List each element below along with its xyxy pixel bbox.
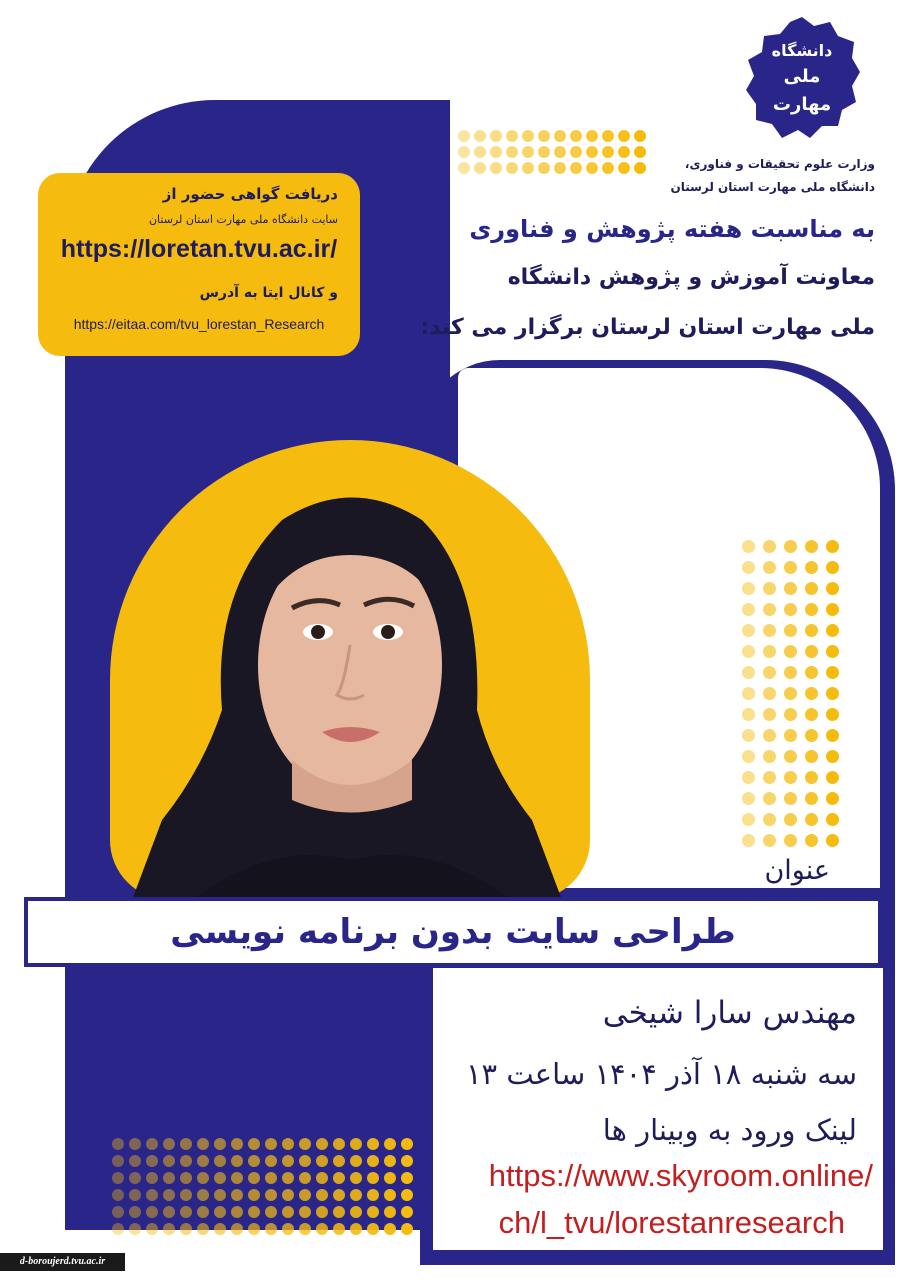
decorative-dot [231, 1189, 243, 1201]
decorative-dot [742, 666, 755, 679]
decorative-dot [316, 1138, 328, 1150]
decorative-dot [112, 1172, 124, 1184]
decorative-dot [784, 708, 797, 721]
decorative-dot [299, 1138, 311, 1150]
webinar-datetime: سه شنبه ۱۸ آذر ۱۴۰۴ ساعت ۱۳ [465, 1057, 857, 1091]
decorative-dot [522, 130, 534, 142]
decorative-dot [784, 813, 797, 826]
decorative-dot [333, 1223, 345, 1235]
decorative-dot [350, 1206, 362, 1218]
decorative-dot [282, 1223, 294, 1235]
dot-pattern-right [742, 540, 839, 847]
decorative-dot [180, 1155, 192, 1167]
decorative-dot [350, 1138, 362, 1150]
occasion-heading: به مناسبت هفته پژوهش و فناوری [469, 215, 875, 243]
decorative-dot [112, 1206, 124, 1218]
decorative-dot [248, 1155, 260, 1167]
decorative-dot [384, 1223, 396, 1235]
decorative-dot [248, 1223, 260, 1235]
decorative-dot [826, 540, 839, 553]
decorative-dot [763, 771, 776, 784]
webinar-link-line-2[interactable]: ch/l_tvu/lorestanresearch [498, 1205, 845, 1240]
dot-pattern-top [458, 130, 646, 174]
decorative-dot [265, 1189, 277, 1201]
decorative-dot [350, 1223, 362, 1235]
decorative-dot [384, 1206, 396, 1218]
decorative-dot [742, 561, 755, 574]
decorative-dot [784, 750, 797, 763]
decorative-dot [826, 687, 839, 700]
decorative-dot [214, 1172, 226, 1184]
decorative-dot [826, 645, 839, 658]
decorative-dot [586, 162, 598, 174]
decorative-dot [826, 750, 839, 763]
decorative-dot [805, 750, 818, 763]
decorative-dot [282, 1206, 294, 1218]
decorative-dot [506, 146, 518, 158]
decorative-dot [458, 162, 470, 174]
decorative-dot [586, 130, 598, 142]
decorative-dot [784, 603, 797, 616]
decorative-dot [333, 1155, 345, 1167]
decorative-dot [384, 1138, 396, 1150]
decorative-dot [401, 1155, 413, 1167]
decorative-dot [742, 708, 755, 721]
decorative-dot [570, 130, 582, 142]
decorative-dot [384, 1155, 396, 1167]
decorative-dot [180, 1189, 192, 1201]
ministry-name: وزارت علوم تحقیقات و فناوری، [684, 157, 875, 171]
decorative-dot [163, 1189, 175, 1201]
decorative-dot [231, 1172, 243, 1184]
decorative-dot [538, 162, 550, 174]
decorative-dot [763, 813, 776, 826]
decorative-dot [333, 1206, 345, 1218]
decorative-dot [163, 1138, 175, 1150]
decorative-dot [784, 834, 797, 847]
decorative-dot [763, 645, 776, 658]
decorative-dot [214, 1155, 226, 1167]
decorative-dot [805, 813, 818, 826]
decorative-dot [826, 666, 839, 679]
decorative-dot [763, 792, 776, 805]
decorative-dot [214, 1138, 226, 1150]
decorative-dot [784, 792, 797, 805]
decorative-dot [367, 1206, 379, 1218]
decorative-dot [742, 729, 755, 742]
webinar-title: طراحی سایت بدون برنامه نویسی [170, 912, 736, 952]
decorative-dot [146, 1223, 158, 1235]
decorative-dot [197, 1223, 209, 1235]
decorative-dot [763, 624, 776, 637]
certificate-title: دریافت گواهی حضور از [162, 185, 338, 203]
decorative-dot [826, 561, 839, 574]
decorative-dot [474, 146, 486, 158]
decorative-dot [805, 771, 818, 784]
decorative-dot [248, 1138, 260, 1150]
webinar-title-box [24, 897, 882, 967]
decorative-dot [784, 582, 797, 595]
university-logo [742, 14, 862, 149]
decorative-dot [350, 1189, 362, 1201]
decorative-dot [742, 813, 755, 826]
decorative-dot [401, 1206, 413, 1218]
decorative-dot [265, 1172, 277, 1184]
decorative-dot [490, 146, 502, 158]
decorative-dot [570, 146, 582, 158]
decorative-dot [742, 582, 755, 595]
svg-text:مهارت: مهارت [772, 94, 832, 115]
decorative-dot [634, 146, 646, 158]
decorative-dot [506, 130, 518, 142]
decorative-dot [763, 666, 776, 679]
decorative-dot [554, 162, 566, 174]
decorative-dot [742, 771, 755, 784]
decorative-dot [742, 540, 755, 553]
webinar-link-line-1[interactable]: https://www.skyroom.online/ [488, 1158, 873, 1193]
decorative-dot [163, 1223, 175, 1235]
decorative-dot [805, 708, 818, 721]
decorative-dot [784, 624, 797, 637]
decorative-dot [634, 130, 646, 142]
decorative-dot [197, 1155, 209, 1167]
decorative-dot [805, 624, 818, 637]
decorative-dot [163, 1155, 175, 1167]
decorative-dot [742, 645, 755, 658]
decorative-dot [490, 162, 502, 174]
decorative-dot [742, 750, 755, 763]
decorative-dot [826, 624, 839, 637]
lecturer-photo [132, 460, 572, 900]
decorative-dot [474, 130, 486, 142]
decorative-dot [112, 1138, 124, 1150]
decorative-dot [146, 1172, 158, 1184]
decorative-dot [248, 1172, 260, 1184]
decorative-dot [231, 1206, 243, 1218]
decorative-dot [805, 729, 818, 742]
decorative-dot [826, 603, 839, 616]
decorative-dot [180, 1138, 192, 1150]
decorative-dot [618, 130, 630, 142]
decorative-dot [602, 130, 614, 142]
decorative-dot [784, 729, 797, 742]
decorative-dot [784, 666, 797, 679]
decorative-dot [805, 561, 818, 574]
decorative-dot [784, 561, 797, 574]
decorative-dot [401, 1138, 413, 1150]
decorative-dot [826, 813, 839, 826]
decorative-dot [129, 1172, 141, 1184]
decorative-dot [784, 645, 797, 658]
decorative-dot [826, 834, 839, 847]
decorative-dot [367, 1172, 379, 1184]
site-watermark: d-boroujerd.tvu.ac.ir [0, 1253, 125, 1271]
decorative-dot [742, 624, 755, 637]
decorative-dot [602, 146, 614, 158]
decorative-dot [282, 1172, 294, 1184]
decorative-dot [742, 834, 755, 847]
decorative-dot [129, 1155, 141, 1167]
decorative-dot [214, 1223, 226, 1235]
university-name: دانشگاه ملی مهارت استان لرستان [670, 180, 875, 194]
decorative-dot [602, 162, 614, 174]
decorative-dot [299, 1206, 311, 1218]
decorative-dot [231, 1155, 243, 1167]
title-label: عنوان [764, 855, 830, 886]
certificate-info-box [38, 173, 360, 356]
decorative-dot [384, 1189, 396, 1201]
decorative-dot [554, 130, 566, 142]
decorative-dot [586, 146, 598, 158]
decorative-dot [146, 1138, 158, 1150]
decorative-dot [458, 146, 470, 158]
decorative-dot [763, 603, 776, 616]
decorative-dot [197, 1172, 209, 1184]
decorative-dot [163, 1172, 175, 1184]
decorative-dot [129, 1189, 141, 1201]
decorative-dot [401, 1223, 413, 1235]
decorative-dot [805, 645, 818, 658]
decorative-dot [763, 729, 776, 742]
decorative-dot [538, 130, 550, 142]
decorative-dot [742, 687, 755, 700]
decorative-dot [265, 1223, 277, 1235]
decorative-dot [316, 1223, 328, 1235]
decorative-dot [763, 540, 776, 553]
decorative-dot [129, 1223, 141, 1235]
decorative-dot [522, 146, 534, 158]
decorative-dot [129, 1206, 141, 1218]
decorative-dot [538, 146, 550, 158]
decorative-dot [299, 1172, 311, 1184]
decorative-dot [805, 792, 818, 805]
decorative-dot [763, 687, 776, 700]
decorative-dot [763, 582, 776, 595]
decorative-dot [316, 1155, 328, 1167]
decorative-dot [805, 603, 818, 616]
decorative-dot [826, 582, 839, 595]
decorative-dot [763, 561, 776, 574]
decorative-dot [763, 834, 776, 847]
decorative-dot [763, 708, 776, 721]
decorative-dot [474, 162, 486, 174]
decorative-dot [180, 1172, 192, 1184]
decorative-dot [248, 1189, 260, 1201]
decorative-dot [333, 1189, 345, 1201]
decorative-dot [826, 729, 839, 742]
decorative-dot [401, 1172, 413, 1184]
decorative-dot [805, 666, 818, 679]
decorative-dot [316, 1189, 328, 1201]
decorative-dot [805, 687, 818, 700]
decorative-dot [333, 1138, 345, 1150]
decorative-dot [146, 1155, 158, 1167]
decorative-dot [129, 1138, 141, 1150]
decorative-dot [299, 1189, 311, 1201]
decorative-dot [214, 1189, 226, 1201]
decorative-dot [197, 1189, 209, 1201]
decorative-dot [784, 540, 797, 553]
eitaa-label: و کانال ایتا به آدرس [199, 285, 338, 301]
decorative-dot [180, 1223, 192, 1235]
decorative-dot [112, 1155, 124, 1167]
decorative-dot [146, 1206, 158, 1218]
decorative-dot [214, 1206, 226, 1218]
decorative-dot [316, 1206, 328, 1218]
decorative-dot [384, 1172, 396, 1184]
decorative-dot [784, 687, 797, 700]
site-url-link[interactable]: https://loretan.tvu.ac.ir/ [60, 235, 338, 263]
eitaa-url-link[interactable]: https://eitaa.com/tvu_lorestan_Research [73, 316, 325, 332]
decorative-dot [367, 1189, 379, 1201]
decorative-dot [805, 540, 818, 553]
decorative-dot [826, 771, 839, 784]
decorative-dot [826, 708, 839, 721]
decorative-dot [742, 603, 755, 616]
decorative-dot [333, 1172, 345, 1184]
decorative-dot [554, 146, 566, 158]
decorative-dot [112, 1189, 124, 1201]
decorative-dot [282, 1138, 294, 1150]
decorative-dot [112, 1223, 124, 1235]
decorative-dot [163, 1206, 175, 1218]
dot-pattern-bottom [112, 1138, 413, 1235]
decorative-dot [231, 1138, 243, 1150]
svg-text:ملی: ملی [783, 66, 821, 87]
decorative-dot [197, 1206, 209, 1218]
decorative-dot [618, 146, 630, 158]
decorative-dot [805, 582, 818, 595]
organizer-line-2: ملی مهارت استان لرستان برگزار می کند: [420, 315, 875, 340]
decorative-dot [490, 130, 502, 142]
decorative-dot [248, 1206, 260, 1218]
decorative-dot [299, 1223, 311, 1235]
decorative-dot [784, 771, 797, 784]
decorative-dot [367, 1138, 379, 1150]
decorative-dot [265, 1138, 277, 1150]
decorative-dot [299, 1155, 311, 1167]
decorative-dot [618, 162, 630, 174]
decorative-dot [282, 1155, 294, 1167]
organizer-line-1: معاونت آموزش و پژوهش دانشگاه [507, 265, 875, 290]
decorative-dot [401, 1189, 413, 1201]
decorative-dot [506, 162, 518, 174]
decorative-dot [367, 1155, 379, 1167]
decorative-dot [634, 162, 646, 174]
decorative-dot [265, 1206, 277, 1218]
lecturer-name: مهندس سارا شیخی [602, 995, 857, 1031]
decorative-dot [367, 1223, 379, 1235]
decorative-dot [265, 1155, 277, 1167]
decorative-dot [763, 750, 776, 763]
logo-emblem-icon [742, 14, 862, 149]
decorative-dot [742, 792, 755, 805]
decorative-dot [350, 1155, 362, 1167]
svg-text:دانشگاه: دانشگاه [771, 41, 833, 60]
decorative-dot [197, 1138, 209, 1150]
decorative-dot [350, 1172, 362, 1184]
decorative-dot [805, 834, 818, 847]
webinar-link-label: لینک ورود به وبینار ها [602, 1113, 857, 1147]
decorative-dot [570, 162, 582, 174]
decorative-dot [826, 792, 839, 805]
decorative-dot [180, 1206, 192, 1218]
decorative-dot [458, 130, 470, 142]
decorative-dot [231, 1223, 243, 1235]
decorative-dot [282, 1189, 294, 1201]
decorative-dot [522, 162, 534, 174]
decorative-dot [146, 1189, 158, 1201]
certificate-subtitle: سایت دانشگاه ملی مهارت استان لرستان [148, 213, 338, 226]
decorative-dot [316, 1172, 328, 1184]
